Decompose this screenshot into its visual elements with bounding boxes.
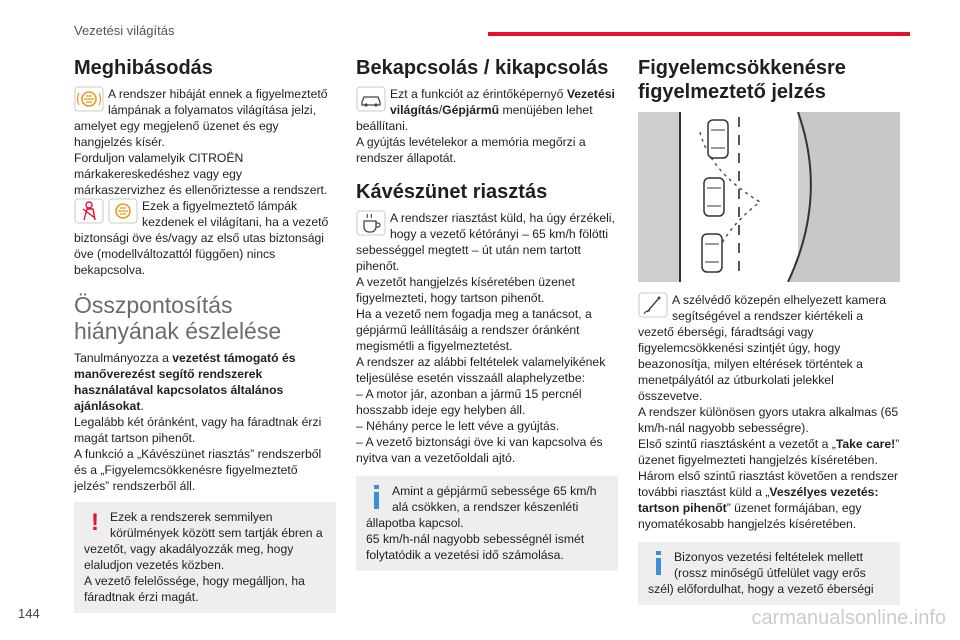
text-bekapcsolas-2: A gyújtás levételekor a memória megőrzi a rendszer állapotát. <box>356 135 586 165</box>
list-item: – A vezető biztonsági öve ki van kapcsolva és nyitva van a vezetőoldali ajtó. <box>356 435 603 465</box>
heading-kaveszunet: Kávészünet riasztás <box>356 181 548 203</box>
info-text-2: 65 km/h-nál nagyobb sebességnél ismét folytatódik a vezetési idő számolása. <box>366 532 585 562</box>
info-mark-icon <box>366 483 388 511</box>
text-figyelem-3-post: ” üzenet figyelmezteti hangjelzés kíséretében. <box>638 437 900 467</box>
text-meghibasodas-1: A rendszer hibáját ennek a figyelmeztető lámpának a folyamatos világítása jelzi, amelyet egy megjelenő üzenet és egy hangjelzés kísér. <box>74 87 328 149</box>
heading-figyelemcsokkenes: Figyelemcsökkenésre figyelmeztető jelzés <box>638 57 846 103</box>
lane-drift-illustration <box>638 112 900 282</box>
text-figyelem-3 <box>638 436 900 468</box>
heading-meghibasodas: Meghibásodás <box>74 57 213 79</box>
column-2 <box>356 56 618 571</box>
info-mark-icon <box>648 549 670 577</box>
list-item: – A motor jár, azonban a jármű 15 percnél hosszabb ideje egy helyben áll. <box>356 387 582 417</box>
info-note <box>638 542 900 605</box>
text-kaveszunet-2: A vezetőt hangjelzés kíséretében üzenet figyelmezteti, hogy tartson pihenőt. <box>356 275 575 305</box>
text-figyelem-3-pre: Első szintű riasztásként a vezetőt a „ <box>638 437 836 451</box>
text-osszpontositas-2: Legalább két óránként, vagy ha fáradtnak érzi magát tartson pihenőt. <box>74 415 322 445</box>
text-osszpontositas-1-pre: Tanulmányozza a <box>74 351 173 365</box>
text-bekapcsolas-1-pre: Ezt a funkciót az érintőképernyő <box>390 87 567 101</box>
list-item: – Néhány perce le lett véve a gyújtás. <box>356 419 560 433</box>
column-1 <box>74 56 336 613</box>
info-note <box>356 476 618 571</box>
warning-text-2: A vezető felelőssége, hogy megálljon, ha fáradtnak érzi magát. <box>84 574 305 604</box>
text-bekapcsolas-1-mid: / <box>438 103 443 117</box>
camera-windshield-icon <box>638 292 668 318</box>
text-meghibasodas-3: Ezek a figyelmeztető lámpák kezdenek el világítani, ha a vezető biztonsági öve és/vagy az első utas biztonsági öve (modellváltozattól függően) nincs bekapcsolva. <box>74 199 329 277</box>
info-text-1: Amint a gépjármű sebessége 65 km/h alá csökken, a rendszer készenléti állapotba kapcsol. <box>366 484 597 530</box>
text-meghibasodas-2: Forduljon valamelyik CITROËN márkakereskedéshez vagy egy márkaszervizhez és ellenőriztesse a rendszert. <box>74 151 328 197</box>
text-bekapcsolas-1-b1: Vezetési világítás <box>390 87 615 117</box>
seatbelt-icon <box>74 198 138 224</box>
header-accent-bar <box>488 32 910 36</box>
car-settings-icon <box>356 86 386 112</box>
text-kaveszunet-4: A rendszer az alábbi feltételek valamelyikének teljesülése esetén visszaáll alaphelyzetbe: <box>356 355 606 385</box>
text-bekapcsolas-1 <box>356 86 618 134</box>
text-kaveszunet-3: Ha a vezető nem fogadja meg a tanácsot, a gépjármű leállításáig a rendszer óránként megismétli a figyelmeztetést. <box>356 307 592 353</box>
text-osszpontositas-3: A funkció a „Kávészünet riasztás” rendszerből és a „Figyelemcsökkenésre figyelmeztető jelzés” rendszerből áll. <box>74 447 322 493</box>
info-text-3: Bizonyos vezetési feltételek mellett (rossz minőségű útfelület vagy erős szél) előfordulhat, hogy a vezető éberségi <box>648 550 874 596</box>
text-figyelem-4 <box>638 468 900 532</box>
coffee-cup-icon <box>356 210 386 236</box>
page-number: 144 <box>18 606 40 621</box>
heading-bekapcsolas: Bekapcsolás / kikapcsolás <box>356 57 609 79</box>
text-osszpontositas-1-bold: vezetést támogató és manőverezést segítő rendszerek használatával kapcsolatos általános ajánlásokat <box>74 351 296 413</box>
footer-watermark: carmanualsonline.info <box>751 607 946 629</box>
text-figyelem-3-bold: Take care! <box>835 437 896 451</box>
text-figyelem-4-bold: Veszélyes vezetés: tartson pihenőt <box>638 485 879 515</box>
text-figyelem-4-pre: Három első szintű riasztást követően a rendszer további riasztást küld a „ <box>638 469 899 499</box>
text-figyelem-1: A szélvédő közepén elhelyezett kamera segítségével a rendszer kiértékeli a vezető éberségi, fáradtsági vagy figyelemcsökkenési szintjét úgy, hogy beazonosítja, milyen eltérések történtek a menetpályától az útburkolati jelekkel összevetve. <box>638 293 887 403</box>
text-figyelem-4-post: ” üzenet formájában, egy nyomatékosabb hangjelzés kíséretében. <box>638 501 862 531</box>
column-3 <box>638 56 900 605</box>
warning-mark-icon: ! <box>91 509 99 536</box>
text-bekapcsolas-1-b2: Gépjármű <box>442 103 500 117</box>
warning-text-1: Ezek a rendszerek semmilyen körülmények között sem tartják ébren a vezetőt, vagy akadályozzák meg, hogy elaludjon vezetés közben. <box>84 510 323 572</box>
text-bekapcsolas-1-post: menüjében lehet beállítani. <box>356 103 593 133</box>
warning-note <box>74 502 336 613</box>
text-kaveszunet-1: A rendszer riasztást küld, ha úgy érzékeli, hogy a vezető kétórányi – 65 km/h fölötti sebességgel megtett – út után nem tartott pihenőt. <box>356 211 615 273</box>
steering-assist-icon <box>74 86 104 112</box>
text-figyelem-2: A rendszer különösen gyors utakra alkalmas (65 km/h-nál nagyobb sebességre). <box>638 405 899 435</box>
header-title: Vezetési világítás <box>74 23 175 38</box>
text-osszpontositas-1 <box>74 350 336 414</box>
text-osszpontositas-1-post: . <box>140 399 144 413</box>
heading-osszpontositas: Összpontosítás hiányának észlelése <box>74 292 282 344</box>
